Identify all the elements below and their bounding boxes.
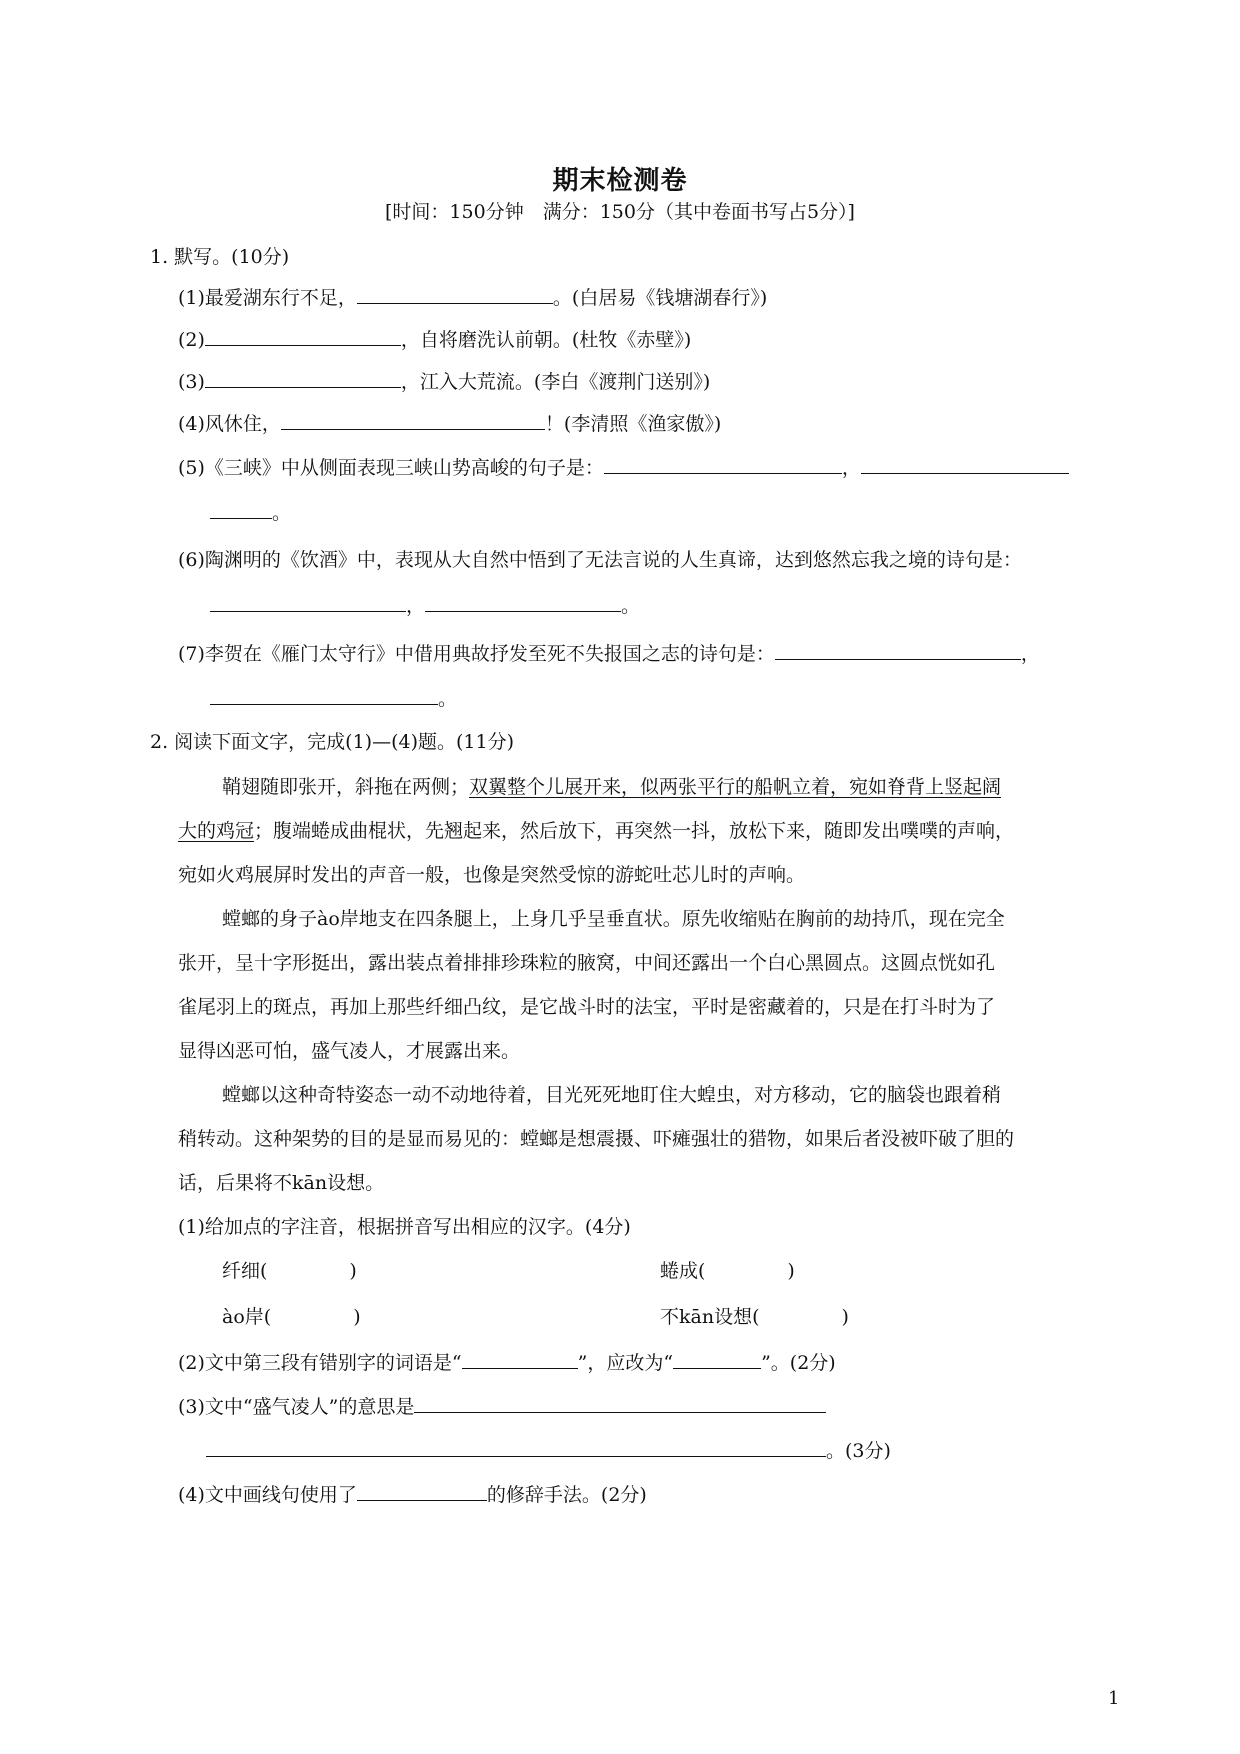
question-1-item-6: (6)陶渊明的《饮酒》中，表现从大自然中悟到了无法言说的人生真谛，达到悠然忘我之境的诗句是： xyxy=(178,549,1022,571)
answer-blank[interactable] xyxy=(414,1394,826,1413)
passage-line xyxy=(178,819,1014,843)
question-1-item-5 xyxy=(178,455,1069,480)
passage-line xyxy=(222,775,1001,799)
item-punct: 。 xyxy=(621,595,641,617)
passage-line: 雀尾羽上的斑点，再加上那些纤细凸纹，是它战斗时的法宝，平时是密藏着的，只是在打斗时为了 xyxy=(178,996,996,1018)
page-number: 1 xyxy=(1108,1688,1120,1709)
item-source: ！(李清照《渔家傲》) xyxy=(544,413,722,435)
sub-question-3-cont: 。(3分) xyxy=(206,1438,891,1463)
question-1-item-1 xyxy=(178,285,767,310)
sub-question-3: (3)文中“盛气凌人”的意思是 xyxy=(178,1394,826,1419)
item-source: ，江入大荒流。(李白《渡荆门送别》) xyxy=(400,371,711,393)
exam-info: [时间：150分钟 满分：150分（其中卷面书写占5分）] xyxy=(385,201,855,223)
answer-blank[interactable] xyxy=(357,1482,487,1501)
passage-text: 鞘翅随即张开，斜拖在两侧； xyxy=(222,776,470,798)
passage-line: 话，后果将不kān设想。 xyxy=(178,1172,385,1194)
question-1-item-2 xyxy=(178,327,691,352)
sub-question-2: (2)文中第三段有错别字的词语是“ ”，应改为“ ”。(2分) xyxy=(178,1352,836,1374)
item-source: 。(白居易《钱塘湖春行》) xyxy=(552,287,768,309)
passage-line: 螳螂的身子ào岸地支在四条腿上，上身几乎呈垂直状。原先收缩贴在胸前的劫持爪，现在完全 xyxy=(222,908,1005,930)
pinyin-item-b: 蜷成( ) xyxy=(660,1260,795,1282)
passage-line: 螳螂以这种奇特姿态一动不动地待着，目光死死地盯住大蝗虫，对方移动，它的脑袋也跟着稍 xyxy=(222,1084,1002,1106)
question-1-item-6-cont xyxy=(210,593,640,618)
passage-line: 显得凶恶可怕，盛气凌人，才展露出来。 xyxy=(178,1040,521,1062)
page-title: 期末检测卷 xyxy=(552,166,688,196)
pinyin-item-a: 纤细( ) xyxy=(222,1260,357,1282)
item-text: (1)最爱湖东行不足， xyxy=(178,287,357,309)
item-punct: ， xyxy=(406,595,426,617)
answer-blank[interactable] xyxy=(673,1350,761,1369)
answer-blank[interactable] xyxy=(210,686,438,705)
pinyin-item-c: ào岸( ) xyxy=(222,1306,361,1328)
underlined-sentence: 大的鸡冠 xyxy=(178,820,255,842)
answer-blank[interactable] xyxy=(861,455,1069,474)
answer-blank[interactable] xyxy=(357,285,553,304)
pinyin-item-d: 不kān设想( ) xyxy=(660,1306,849,1328)
passage-text: ；腹端蜷成曲棍状，先翘起来，然后放下，再突然一抖，放松下来，随即发出噗噗的声响， xyxy=(254,820,1015,842)
answer-blank[interactable] xyxy=(462,1350,578,1369)
answer-blank[interactable] xyxy=(210,593,406,612)
item-text: (5)《三峡》中从侧面表现三峡山势高峻的句子是： xyxy=(178,457,604,479)
underlined-sentence: 双翼整个儿展开来，似两张平行的船帆立着，宛如脊背上竖起阔 xyxy=(469,776,1002,798)
answer-blank[interactable] xyxy=(775,641,1021,660)
answer-blank[interactable] xyxy=(425,593,621,612)
item-punct: 。 xyxy=(438,688,458,710)
answer-blank[interactable] xyxy=(210,500,272,519)
answer-blank[interactable] xyxy=(206,1438,826,1457)
sub-question-4: (4)文中画线句使用了 的修辞手法。(2分) xyxy=(178,1484,647,1506)
item-text: (2) xyxy=(178,329,205,351)
answer-blank[interactable] xyxy=(205,327,401,346)
question-2-heading: 2. 阅读下面文字，完成(1)—(4)题。(11分) xyxy=(150,731,514,753)
sub-question-1: (1)给加点的字注音，根据拼音写出相应的汉字。(4分) xyxy=(178,1216,631,1238)
question-1-item-5-cont xyxy=(210,500,291,525)
question-1-item-4 xyxy=(178,411,721,436)
answer-blank[interactable] xyxy=(281,411,545,430)
item-text: (3) xyxy=(178,371,205,393)
question-1-item-3 xyxy=(178,369,710,394)
item-text: (7)李贺在《雁门太守行》中借用典故抒发至死不失报国之志的诗句是： xyxy=(178,643,775,665)
answer-blank[interactable] xyxy=(205,369,401,388)
item-punct: ， xyxy=(1020,643,1040,665)
item-source: ，自将磨洗认前朝。(杜牧《赤壁》) xyxy=(400,329,692,351)
item-text: (4)风休住， xyxy=(178,413,281,435)
item-punct: 。 xyxy=(272,502,292,524)
question-1-item-7-cont xyxy=(210,686,457,711)
answer-blank[interactable] xyxy=(604,455,842,474)
passage-line: 宛如火鸡展屏时发出的声音一般，也像是突然受惊的游蛇吐芯儿时的声响。 xyxy=(178,864,806,886)
passage-line: 稍转动。这种架势的目的是显而易见的：螳螂是想震摄、吓瘫强壮的猎物，如果后者没被吓破了胆的 xyxy=(178,1128,1015,1150)
question-1-item-7 xyxy=(178,641,1040,666)
item-punct: ， xyxy=(841,457,861,479)
passage-line: 张开，呈十字形挺出，露出装点着排排珍珠粒的腋窝，中间还露出一个白心黑圆点。这圆点恍如孔 xyxy=(178,952,996,974)
question-1-heading: 1. 默写。(10分) xyxy=(150,246,290,268)
